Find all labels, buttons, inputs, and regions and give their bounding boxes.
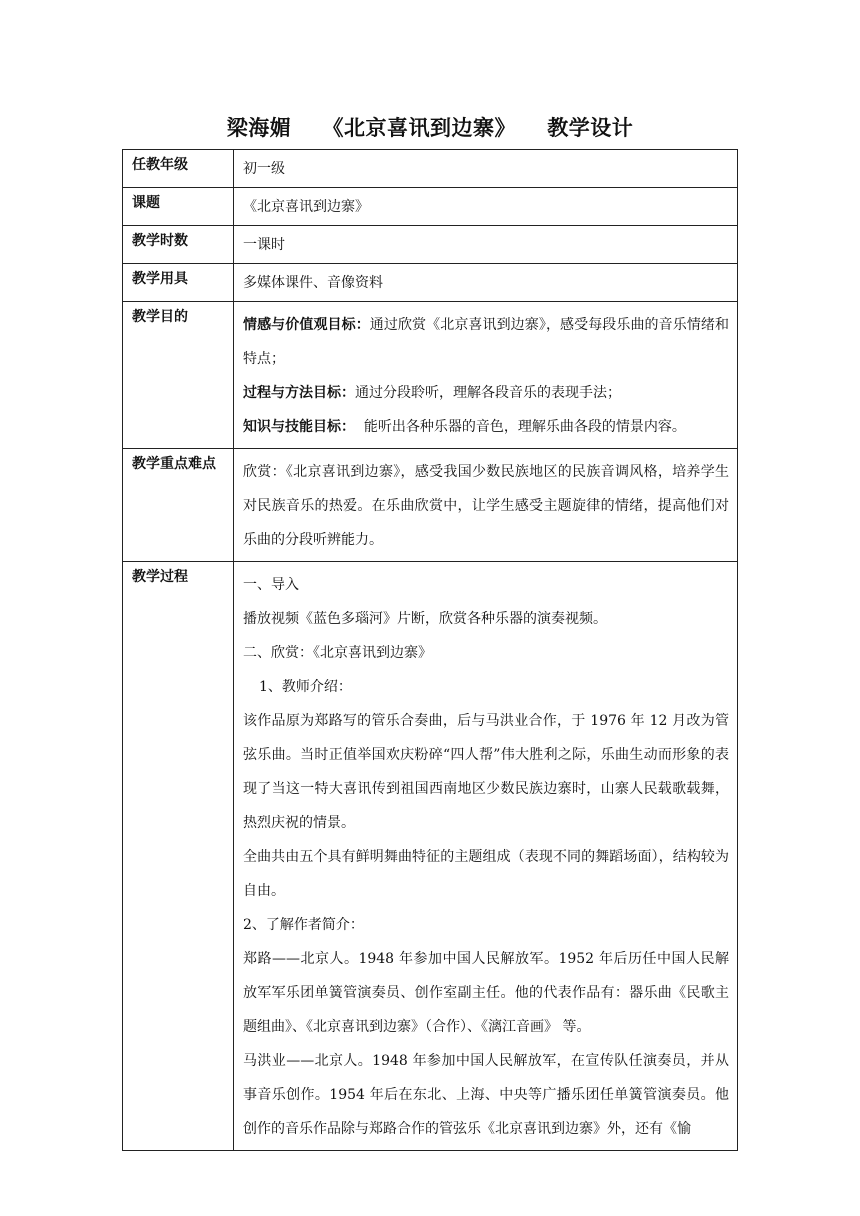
value-hours: 一课时 [234,226,738,264]
row-process [123,562,738,1151]
label-tools: 教学用具 [123,264,234,302]
goal-process-head: 过程与方法目标： [243,385,355,401]
label-hours: 教学时数 [123,226,234,264]
process-intro-heading: 一、导入 [243,577,299,593]
lesson-plan-table [122,149,738,1151]
row-focus [123,449,738,562]
value-process [234,562,738,1151]
row-hours [123,226,738,264]
goal-knowledge-head: 知识与技能目标： [243,419,355,435]
process-authors-heading: 2、了解作者简介： [243,917,364,933]
value-topic: 《北京喜讯到边寨》 [234,188,738,226]
process-author-zhenglu: 郑路——北京人。1948 年参加中国人民解放军。1952 年后历任中国人民解放军军乐团单簧管演奏员、创作室副主任。他的代表作品有：器乐曲《民歌主题组曲》、《北京喜讯到边寨》（合作）、《漓江音画》 等。 [243,951,729,1035]
row-topic [123,188,738,226]
process-author-mahongye: 马洪业——北京人。1948 年参加中国人民解放军，在宣传队任演奏员，并从事音乐创作。1954 年后在东北、上海、中央等广播乐团任单簧管演奏员。他创作的音乐作品除与郑路合作的管弦乐《北京喜讯到边寨》外，还有《愉 [243,1053,729,1137]
row-grade [123,150,738,188]
goal-emotion-text: 通过欣赏《北京喜讯到边寨》，感受每段乐曲的音乐情绪和特点； [243,317,730,367]
value-tools: 多媒体课件、音像资料 [234,264,738,302]
label-focus: 教学重点难点 [123,449,234,562]
value-grade: 初一级 [234,150,738,188]
value-goals [234,302,738,449]
label-grade: 任教年级 [123,150,234,188]
goal-emotion-head: 情感与价值观目标： [243,317,370,333]
label-topic: 课题 [123,188,234,226]
goal-process [243,376,729,410]
goal-knowledge [243,410,729,444]
document-title: 梁海媚 《北京喜讯到边寨》 教学设计 [226,116,634,140]
label-process: 教学过程 [123,562,234,1151]
label-goals: 教学目的 [123,302,234,449]
goal-emotion [243,308,729,376]
row-tools [123,264,738,302]
goal-knowledge-text: 能听出各种乐器的音色，理解乐曲各段的情景内容。 [355,419,686,435]
row-goals [123,302,738,449]
process-teacher-intro-heading: 1、教师介绍： [259,679,352,695]
value-focus: 欣赏：《北京喜讯到边寨》，感受我国少数民族地区的民族音调风格，培养学生对民族音乐的热爱。在乐曲欣赏中，让学生感受主题旋律的情绪，提高他们对乐曲的分段听辨能力。 [234,449,738,562]
process-work-description: 该作品原为郑路写的管乐合奏曲，后与马洪业合作，于 1976 年 12 月改为管弦乐曲。当时正值举国欢庆粉碎“四人帮”伟大胜利之际，乐曲生动而形象的表现了当这一特大喜讯传到祖国西南地区少数民族边寨时，山寨人民载歌载舞，热烈庆祝的情景。 [243,713,729,831]
process-intro-text: 播放视频《蓝色多瑙河》片断，欣赏各种乐器的演奏视频。 [243,611,607,627]
goal-process-text: 通过分段聆听，理解各段音乐的表现手法； [355,385,621,401]
process-structure-description: 全曲共由五个具有鲜明舞曲特征的主题组成（表现不同的舞蹈场面），结构较为自由。 [243,849,729,899]
process-appreciation-heading: 二、欣赏：《北京喜讯到边寨》 [243,645,432,661]
